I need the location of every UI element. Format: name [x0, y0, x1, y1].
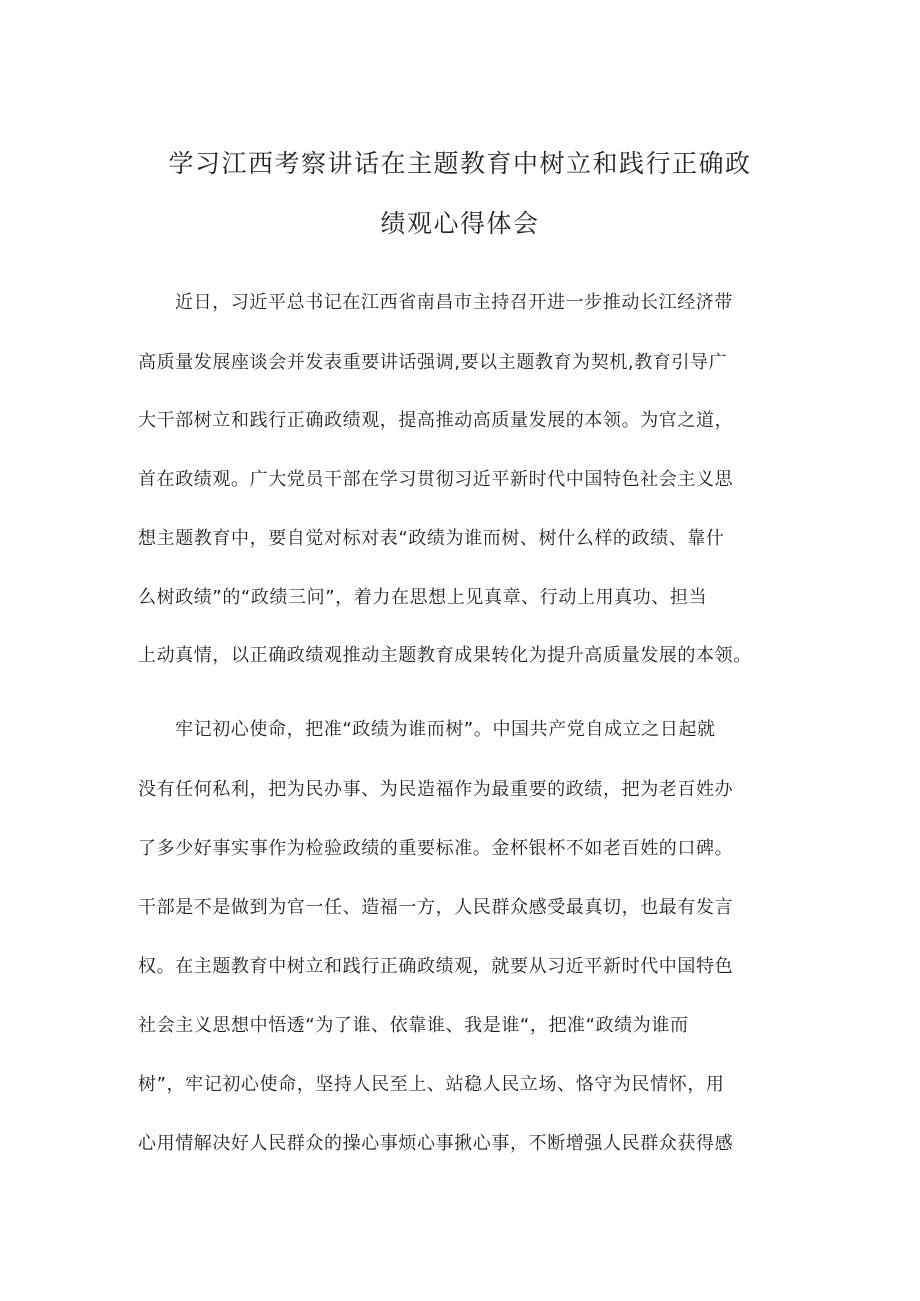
paragraph-2-line-6: 社会主义思想中悟透“为了谁、依靠谁、我是谁“，把准“政绩为谁而 [138, 1015, 689, 1036]
paragraph-2-line-8: 心用情解决好人民群众的操心事烦心事揪心事，不断增强人民群众获得感 [138, 1133, 734, 1154]
paragraph-2-line-7: 树”，牢记初心使命，坚持人民至上、站稳人民立场、恪守为民情怀，用 [138, 1074, 725, 1095]
paragraph-1-line-3: 大干部树立和践行正确政绩观，提高推动高质量发展的本领。为官之道， [138, 410, 734, 431]
paragraph-2-line-3: 了多少好事实事作为检验政绩的重要标准。金杯银杯不如老百姓的口碑。 [138, 838, 734, 859]
paragraph-1-line-7: 上动真情，以正确政绩观推动主题教育成果转化为提升高质量发展的本领。 [138, 645, 752, 666]
paragraph-2-line-2: 没有任何私利，把为民办事、为民造福作为最重要的政绩，把为老百姓办 [138, 779, 734, 800]
paragraph-2-line-1: 牢记初心使命，把准“政绩为谁而树”。中国共产党自成立之日起就 [175, 719, 716, 740]
paragraph-2-line-4: 干部是不是做到为官一任、造福一方，人民群众感受最真切，也最有发言 [138, 897, 734, 918]
paragraph-1-line-5: 想主题教育中，要自觉对标对表“政绩为谁而树、树什么样的政绩、靠什 [138, 528, 725, 549]
paragraph-1-line-1: 近日，习近平总书记在江西省南昌市主持召开进一步推动长江经济带 [175, 292, 733, 313]
document-title-line-2: 绩观心得体会 [380, 209, 540, 238]
paragraph-1-line-2: 高质量发展座谈会并发表重要讲话强调,要以主题教育为契机,教育引导广 [138, 352, 728, 373]
paragraph-1-line-4: 首在政绩观。广大党员干部在学习贯彻习近平新时代中国特色社会主义思 [138, 469, 734, 490]
paragraph-1-line-6: 么树政绩”的“政绩三问”，着力在思想上见真章、行动上用真功、担当 [138, 587, 708, 608]
document-title-line-1: 学习江西考察讲话在主题教育中树立和践行正确政 [168, 149, 752, 178]
paragraph-2-line-5: 权。在主题教育中树立和践行正确政绩观，就要从习近平新时代中国特色 [138, 956, 734, 977]
